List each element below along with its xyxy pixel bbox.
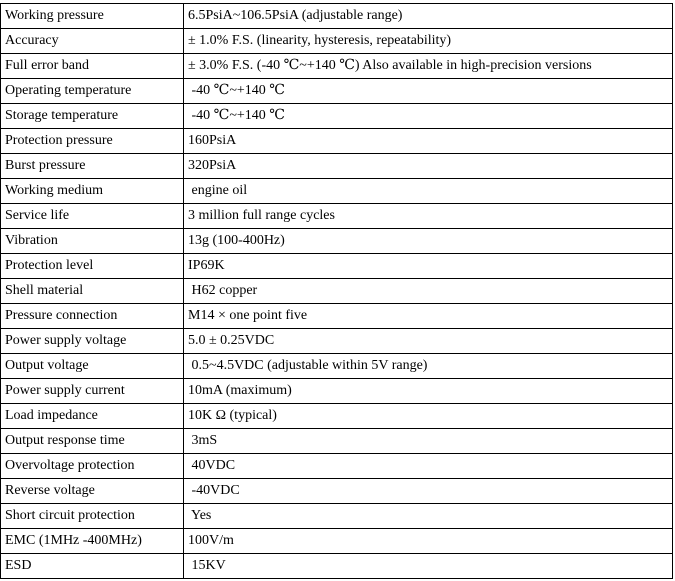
spec-table-body xyxy=(1,4,673,579)
spec-parameter-cell: Load impedance xyxy=(1,404,184,429)
table-row xyxy=(1,504,673,529)
spec-parameter-cell: EMC (1MHz -400MHz) xyxy=(1,529,184,554)
table-row xyxy=(1,329,673,354)
spec-value-cell: H62 copper xyxy=(184,279,673,304)
table-row xyxy=(1,354,673,379)
spec-value-cell: 3mS xyxy=(184,429,673,454)
spec-value-cell: 100V/m xyxy=(184,529,673,554)
spec-parameter-cell: Working pressure xyxy=(1,4,184,29)
spec-parameter-cell: Operating temperature xyxy=(1,79,184,104)
table-row xyxy=(1,429,673,454)
table-row xyxy=(1,129,673,154)
table-row xyxy=(1,54,673,79)
spec-value-cell: 10mA (maximum) xyxy=(184,379,673,404)
table-row xyxy=(1,29,673,54)
spec-parameter-cell: Storage temperature xyxy=(1,104,184,129)
table-row xyxy=(1,79,673,104)
table-row xyxy=(1,154,673,179)
table-row xyxy=(1,254,673,279)
spec-value-cell: ± 1.0% F.S. (linearity, hysteresis, repeatability) xyxy=(184,29,673,54)
spec-value-cell: engine oil xyxy=(184,179,673,204)
spec-parameter-cell: Protection pressure xyxy=(1,129,184,154)
table-row xyxy=(1,479,673,504)
table-row xyxy=(1,554,673,579)
spec-value-cell: 0.5~4.5VDC (adjustable within 5V range) xyxy=(184,354,673,379)
spec-parameter-cell: Overvoltage protection xyxy=(1,454,184,479)
spec-parameter-cell: Service life xyxy=(1,204,184,229)
spec-parameter-cell: Output voltage xyxy=(1,354,184,379)
spec-value-cell: 3 million full range cycles xyxy=(184,204,673,229)
spec-parameter-cell: Working medium xyxy=(1,179,184,204)
table-row xyxy=(1,229,673,254)
table-row xyxy=(1,404,673,429)
spec-value-cell: 13g (100-400Hz) xyxy=(184,229,673,254)
spec-value-cell: -40 ℃~+140 ℃ xyxy=(184,79,673,104)
spec-parameter-cell: Short circuit protection xyxy=(1,504,184,529)
spec-value-cell: IP69K xyxy=(184,254,673,279)
table-row xyxy=(1,304,673,329)
spec-parameter-cell: Reverse voltage xyxy=(1,479,184,504)
spec-parameter-cell: Power supply voltage xyxy=(1,329,184,354)
table-row xyxy=(1,179,673,204)
spec-parameter-cell: Power supply current xyxy=(1,379,184,404)
spec-value-cell: 40VDC xyxy=(184,454,673,479)
spec-table xyxy=(0,3,673,579)
table-row xyxy=(1,454,673,479)
spec-parameter-cell: Burst pressure xyxy=(1,154,184,179)
spec-parameter-cell: Full error band xyxy=(1,54,184,79)
spec-parameter-cell: Pressure connection xyxy=(1,304,184,329)
spec-value-cell: Yes xyxy=(184,504,673,529)
spec-parameter-cell: Accuracy xyxy=(1,29,184,54)
table-row xyxy=(1,4,673,29)
spec-value-cell: 160PsiA xyxy=(184,129,673,154)
spec-parameter-cell: Vibration xyxy=(1,229,184,254)
spec-value-cell: -40VDC xyxy=(184,479,673,504)
table-row xyxy=(1,104,673,129)
table-row xyxy=(1,279,673,304)
spec-parameter-cell: Output response time xyxy=(1,429,184,454)
table-row xyxy=(1,379,673,404)
spec-parameter-cell: Protection level xyxy=(1,254,184,279)
spec-value-cell: M14 × one point five xyxy=(184,304,673,329)
spec-value-cell: ± 3.0% F.S. (-40 ℃~+140 ℃) Also available in high-precision versions xyxy=(184,54,673,79)
spec-value-cell: 15KV xyxy=(184,554,673,579)
table-row xyxy=(1,204,673,229)
spec-value-cell: 6.5PsiA~106.5PsiA (adjustable range) xyxy=(184,4,673,29)
spec-value-cell: -40 ℃~+140 ℃ xyxy=(184,104,673,129)
spec-parameter-cell: ESD xyxy=(1,554,184,579)
spec-parameter-cell: Shell material xyxy=(1,279,184,304)
spec-value-cell: 10K Ω (typical) xyxy=(184,404,673,429)
table-row xyxy=(1,529,673,554)
spec-value-cell: 5.0 ± 0.25VDC xyxy=(184,329,673,354)
spec-value-cell: 320PsiA xyxy=(184,154,673,179)
